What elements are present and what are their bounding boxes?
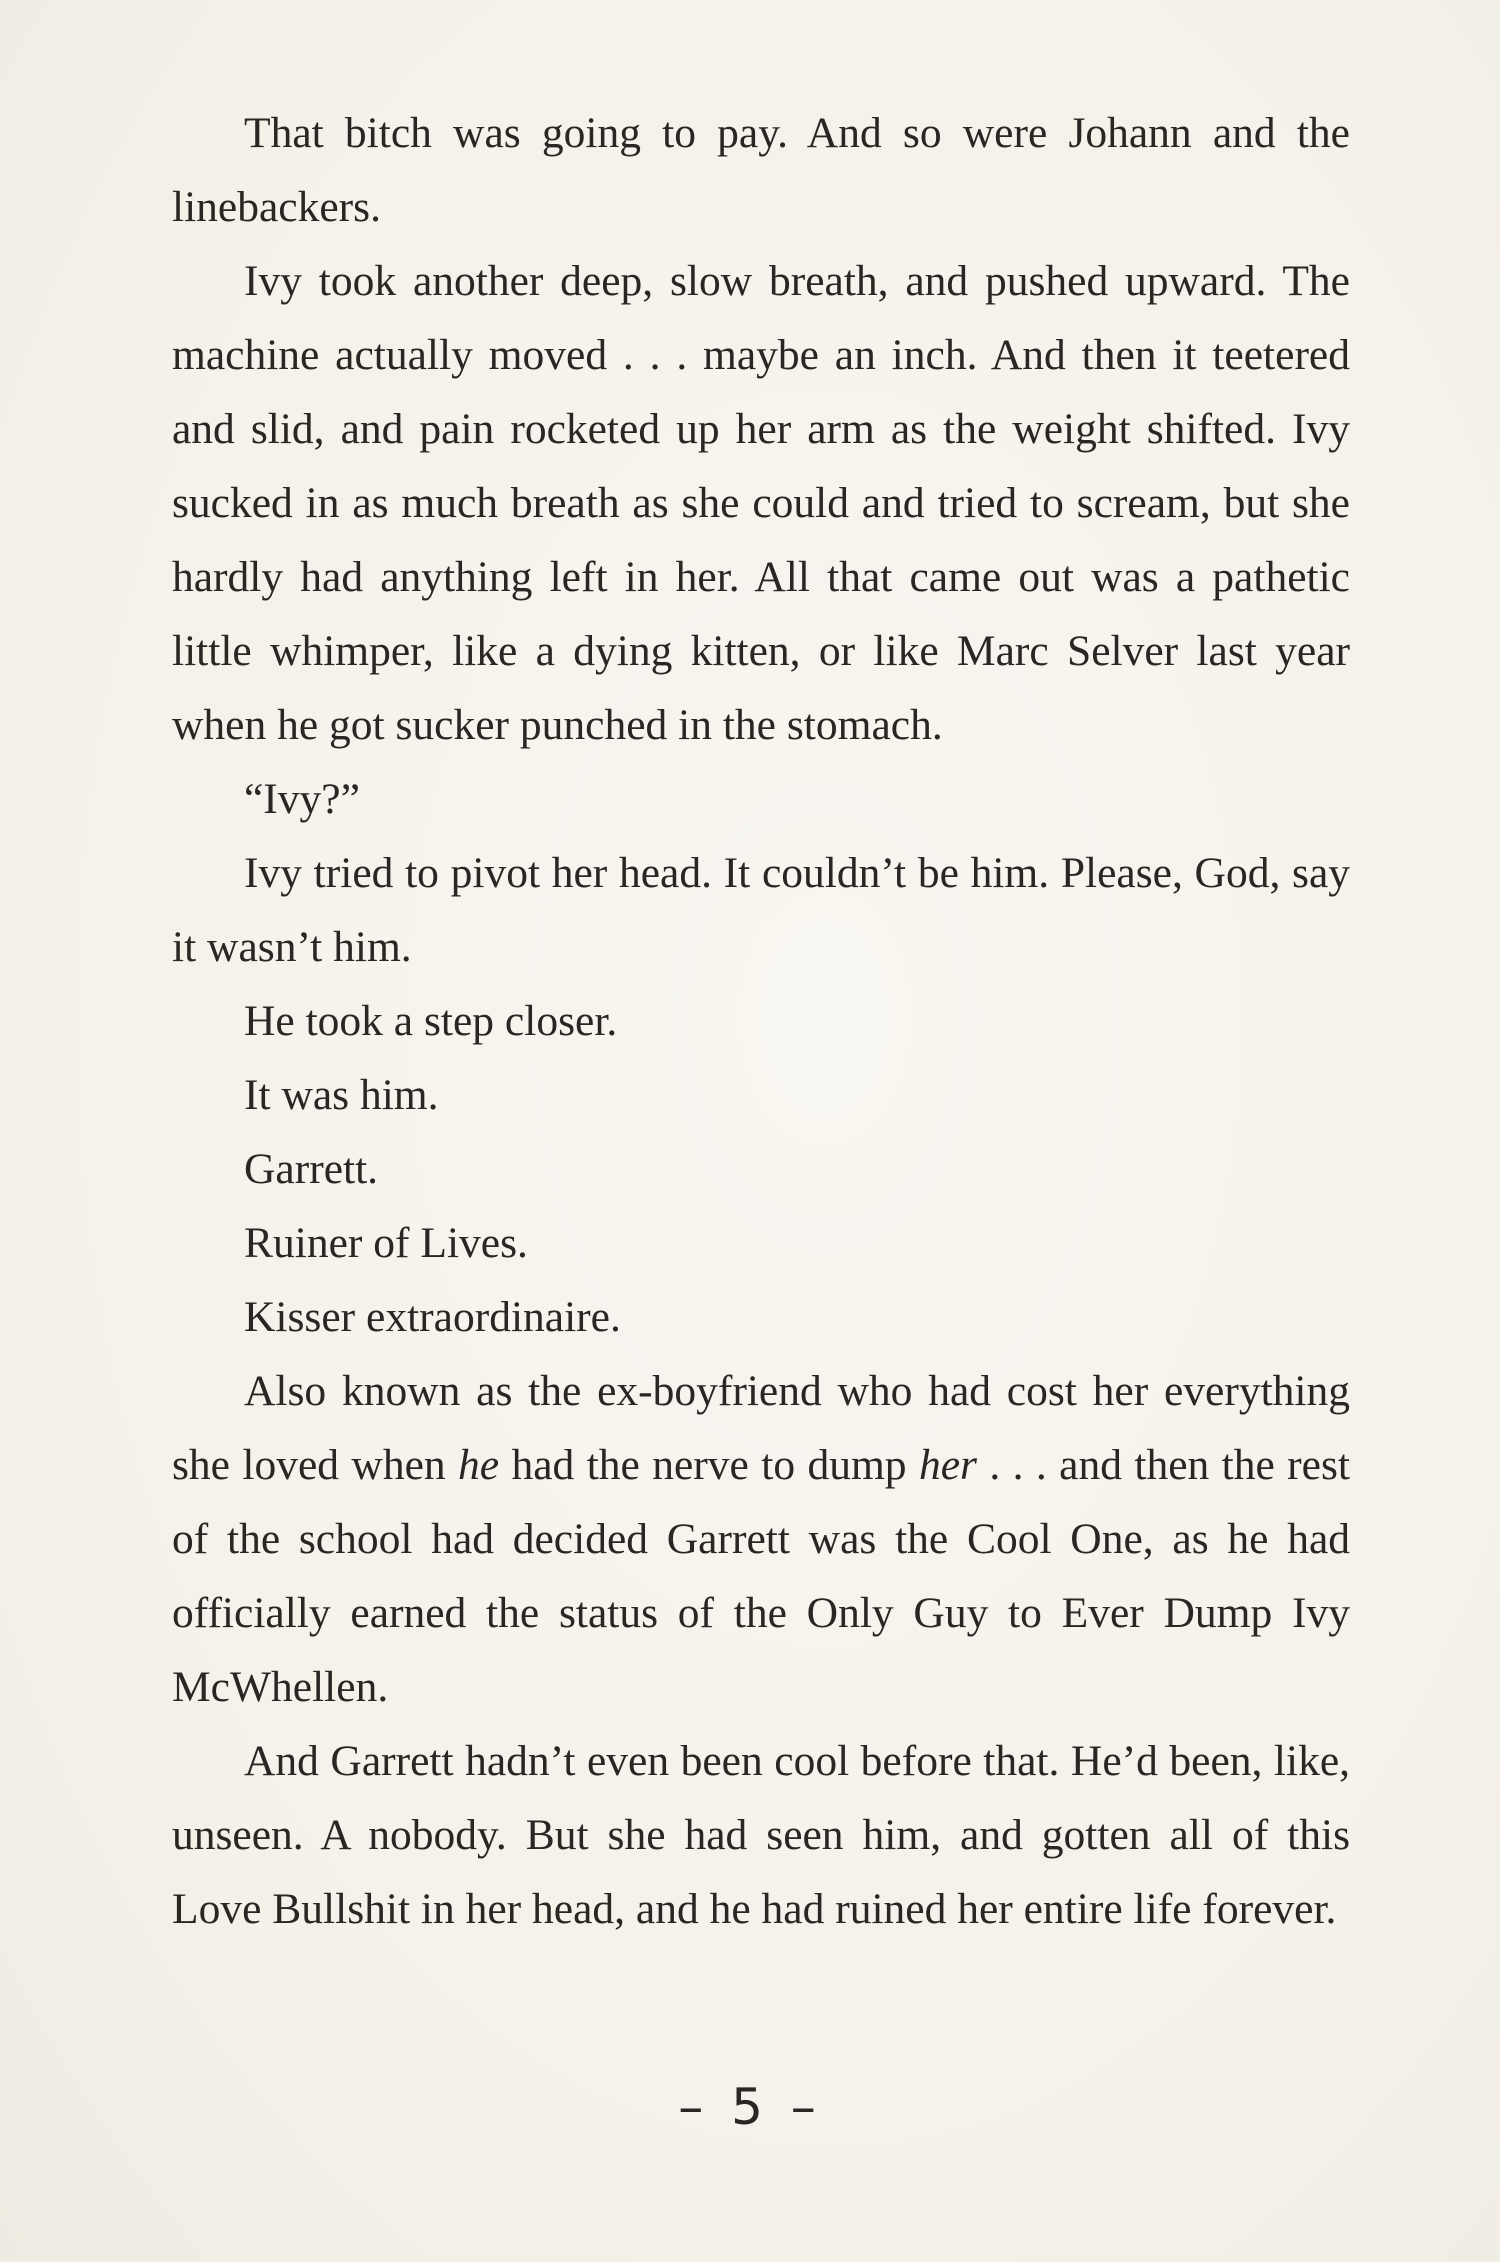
paragraph-3: “Ivy?” xyxy=(244,775,360,823)
paragraph-9: Kisser extraordinaire. xyxy=(244,1293,621,1341)
paragraph-2: Ivy took another deep, slow breath, and pushed upward. The machine actually moved . . . maybe an inch. And then it teetered and slid, and pain rocketed up her arm as the weight shifted. Ivy sucked in as much breath as she could and tried to scream, but she hardly had anything left in her. All that came out was a pathetic little whimper, like a dying kitten, or like Marc Selver last year when he got sucker punched in the stomach. xyxy=(172,257,1350,749)
paragraph-10-emphasis-he: he xyxy=(458,1441,500,1489)
paragraph-10-part-a: Also known as the ex-boyfriend who had cost her everything she loved when xyxy=(172,1367,1350,1489)
paragraph-4: Ivy tried to pivot her head. It couldn’t be him. Please, God, say it wasn’t him. xyxy=(172,849,1350,971)
paragraph-8: Ruiner of Lives. xyxy=(244,1219,528,1267)
paragraph-6: It was him. xyxy=(244,1071,439,1119)
paragraph-1: That bitch was going to pay. And so were Johann and the linebackers. xyxy=(172,109,1350,231)
paragraph-10 xyxy=(172,1354,1350,1724)
paragraph-10-part-c: had the nerve to dump xyxy=(499,1441,919,1489)
paragraph-11: And Garrett hadn’t even been cool before that. He’d been, like, unseen. A nobody. But she had seen him, and gotten all of this Love Bullshit in her head, and he had ruined her entire life forever. xyxy=(172,1737,1350,1933)
body-text xyxy=(172,96,1350,1946)
paragraph-10-part-e: . . . and then the rest of the school had decided Garrett was the Cool One, as he had officially earned the status of the Only Guy to Ever Dump Ivy McWhellen. xyxy=(172,1441,1350,1711)
paragraph-5: He took a step closer. xyxy=(244,997,618,1045)
paragraph-10-emphasis-her: her xyxy=(918,1441,977,1489)
paragraph-7: Garrett. xyxy=(244,1145,379,1193)
page-number: – 5 – xyxy=(678,2078,822,2136)
